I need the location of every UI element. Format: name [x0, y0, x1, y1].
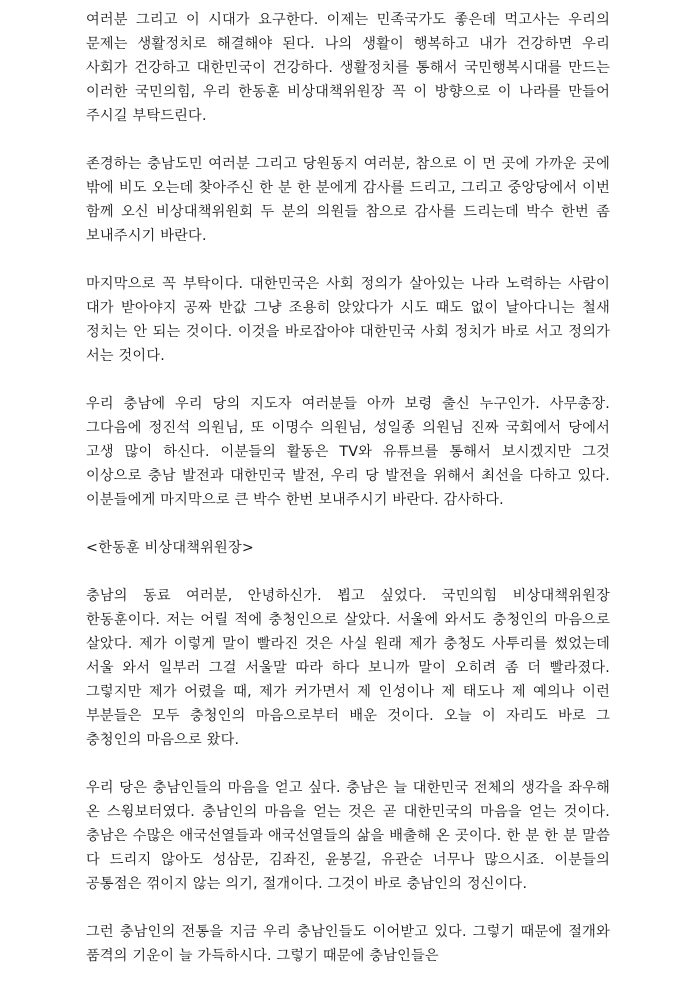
paragraph-5: 충남의 동료 여러분, 안녕하신가. 뵙고 싶었다. 국민의힘 비상대책위원장 한동훈이다. 저는 어릴 적에 충청인으로 살았다. 서울에 와서도 충청인의 마음으로 살았다. 제가 이렇게 말이 빨라진 것은 사실 원래 제가 충청도 사투리를 썼었는데 서울 와서 일부러 그걸 서울말 따라 하다 보니까 말이 오히려 좀 더 빨라졌다. 그렇지만 제가 어렸을 때, 제가 커가면서 제 인성이나 제 태도나 제 예의나 이런 부분들은 모두 충청인의 마음으로부터 배운 것이다. 오늘 이 자리도 바로 그 충청인의 마음으로 왔다.	[86, 588, 610, 748]
paragraph-6: 우리 당은 충남인들의 마음을 얻고 싶다. 충남은 늘 대한민국 전체의 생각을 좌우해 온 스윙보터였다. 충남인의 마음을 얻는 것은 곧 대한민국의 마음을 얻는 것이다. 충남은 수많은 애국선열들과 애국선열들의 삶을 배출해 온 곳이다. 한 분 한 분 말씀 다 드리지 않아도 성삼문, 김좌진, 윤봉길, 유관순 너무나 많으시죠. 이분들의 공통점은 꺾이지 않는 의기, 절개이다. 그것이 바로 충남인의 정신이다.	[86, 780, 610, 892]
document-page	[86, 8, 610, 992]
paragraph-1: 여러분 그리고 이 시대가 요구한다. 이제는 민족국가도 좋은데 먹고사는 우리의 문제는 생활정치로 해결해야 된다. 나의 생활이 행복하고 내가 건강하면 우리 사회가 건강하고 대한민국이 건강하다. 생활정치를 통해서 국민행복시대를 만드는 이러한 국민의힘, 우리 한동훈 비상대책위원장 꼭 이 방향으로 이 나라를 만들어 주시길 부탁드린다.	[86, 12, 610, 124]
paragraph-2: 존경하는 충남도민 여러분 그리고 당원동지 여러분, 참으로 이 먼 곳에 가까운 곳에 밖에 비도 오는데 찾아주신 한 분 한 분에게 감사를 드리고, 그리고 중앙당에서 이번 함께 오신 비상대책위원회 두 분의 의원들 참으로 감사를 드리는데 박수 한번 좀 보내주시기 바란다.	[86, 156, 610, 244]
paragraph-4: 우리 충남에 우리 당의 지도자 여러분들 아까 보령 출신 누구인가. 사무총장. 그다음에 정진석 의원님, 또 이명수 의원님, 성일종 의원님 진짜 국회에서 당에서 고생 많이 하신다. 이분들의 활동은 TV와 유튜브를 통해서 보시겠지만 그것 이상으로 충남 발전과 대한민국 발전, 우리 당 발전을 위해서 최선을 다하고 있다. 이분들에게 마지막으로 큰 박수 한번 보내주시기 바란다. 감사하다.	[86, 396, 610, 508]
paragraph-3: 마지막으로 꼭 부탁이다. 대한민국은 사회 정의가 살아있는 나라 노력하는 사람이 대가 받아야지 공짜 반값 그냥 조용히 앉았다가 시도 때도 없이 날아다니는 철새 정치는 안 되는 것이다. 이것을 바로잡아야 대한민국 사회 정치가 바로 서고 정의가 서는 것이다.	[86, 276, 610, 364]
speaker-label: <한동훈 비상대책위원장>	[86, 540, 254, 556]
paragraph-7: 그런 충남인의 전통을 지금 우리 충남인들도 이어받고 있다. 그렇기 때문에 절개와 품격의 기운이 늘 가득하시다. 그렇기 때문에 충남인들은	[86, 924, 610, 964]
